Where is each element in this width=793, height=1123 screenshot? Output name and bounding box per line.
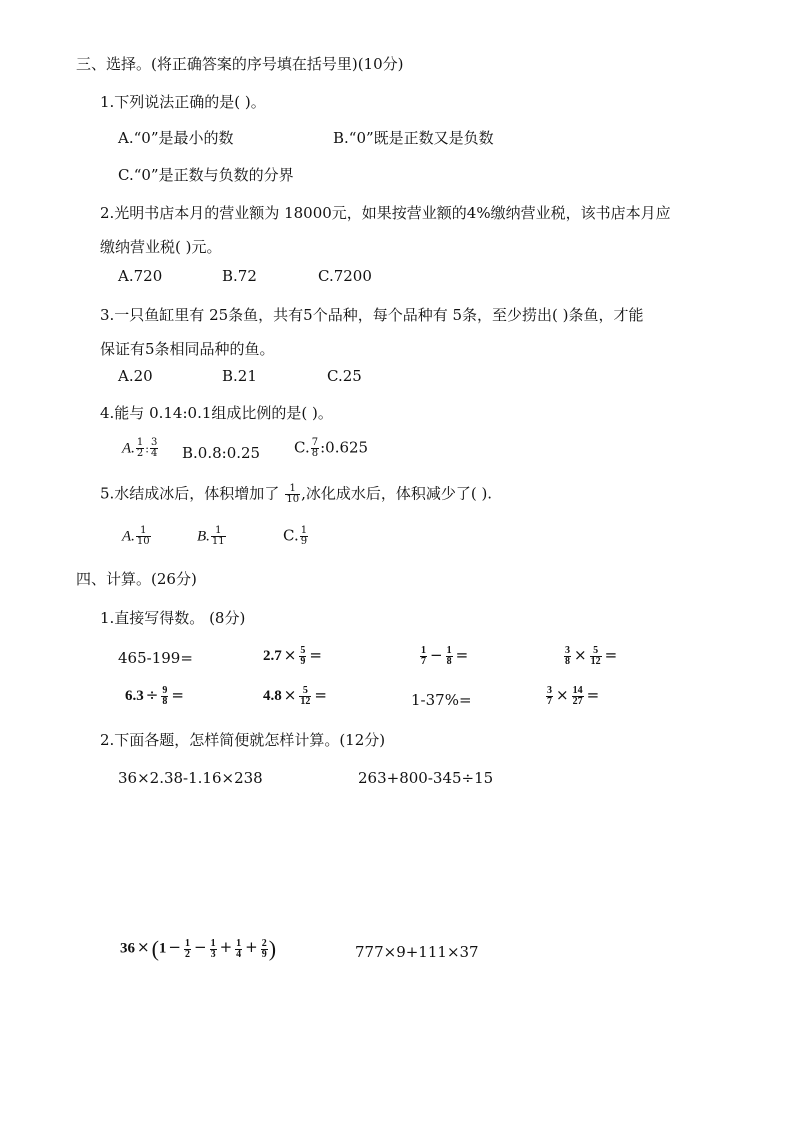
calc-expr-5: 6.3 ÷ $\frac{9}{8}$ =: [125, 685, 184, 707]
q3-stem-line2: 保证有5条相同品种的鱼。: [100, 340, 275, 358]
q3-stem-line1: 3.一只鱼缸里有 25条鱼，共有5个品种，每个品种有 5条，至少捞出( )条鱼，才能: [100, 306, 644, 324]
q4-stem: 4.能与 0.14:0.1组成比例的是( )。: [100, 404, 333, 422]
q2-option-a: A.720: [118, 267, 163, 285]
q1-option-a: A.“0”是最小的数: [118, 129, 234, 147]
q2-stem-line1: 2.光明书店本月的营业额为 18000元，如果按营业额的4%缴纳营业税，该书店本月应: [100, 204, 671, 222]
simplify-expr-2: 263+800-345÷15: [358, 769, 494, 787]
q1-stem: 1.下列说法正确的是( )。: [100, 93, 266, 111]
q5-stem: 5.水结成冰后，体积增加了 $\frac{1}{10}$ ,冰化成水后，体积减少了( ).: [100, 483, 493, 505]
q5-option-c: C. $\frac{1}{9}$: [283, 525, 308, 547]
q3-option-b: B.21: [222, 367, 257, 385]
q1-option-c: C.“0”是正数与负数的分界: [118, 166, 294, 184]
simplify-expr-4: 777×9+111×37: [355, 943, 479, 961]
calc-expr-2: 2.7 × $\frac{5}{9}$ =: [263, 645, 322, 667]
q2-option-b: B.72: [222, 267, 257, 285]
section-3-title: 三、选择。(将正确答案的序号填在括号里)(10分): [76, 55, 404, 73]
calc-expr-7: 1-37%=: [411, 691, 472, 709]
q4-option-c: C. $\frac{7}{8}$ :0.625: [294, 437, 369, 459]
q5-option-a: A. $\frac{1}{10}$: [122, 525, 150, 547]
calc-expr-1: 465-199=: [118, 649, 193, 667]
q1-option-b: B.“0”既是正数又是负数: [333, 129, 494, 147]
part-2-title: 2.下面各题，怎样简便就怎样计算。(12分): [100, 731, 386, 749]
calc-expr-3: $\frac{1}{7}$ − $\frac{1}{8}$ =: [421, 645, 469, 667]
section-4-title: 四、计算。(26分): [76, 570, 197, 588]
q2-option-c: C.7200: [318, 267, 372, 285]
q2-stem-line2: 缴纳营业税( )元。: [100, 238, 222, 256]
part-1-title: 1.直接写得数。 (8分): [100, 609, 246, 627]
simplify-expr-3: 36 ×(1 − $\frac{1}{2}$ − $\frac{1}{3}$ + $\frac{1}{4}$ + $\frac{2}{9}$ ): [120, 936, 277, 961]
q5-option-b: B. $\frac{1}{11}$: [197, 525, 225, 547]
simplify-expr-1: 36×2.38-1.16×238: [118, 769, 263, 787]
q3-option-a: A.20: [118, 367, 153, 385]
q3-option-c: C.25: [327, 367, 362, 385]
calc-expr-6: 4.8 × $\frac{5}{12}$ =: [263, 685, 327, 707]
q4-option-a: A. $\frac{1}{2}$ : $\frac{3}{4}$: [122, 437, 158, 459]
calc-expr-4: $\frac{3}{8}$ × $\frac{5}{12}$ =: [565, 645, 618, 667]
q4-option-b: B.0.8:0.25: [182, 444, 261, 462]
calc-expr-8: $\frac{3}{7}$ × $\frac{14}{27}$ =: [547, 685, 600, 707]
